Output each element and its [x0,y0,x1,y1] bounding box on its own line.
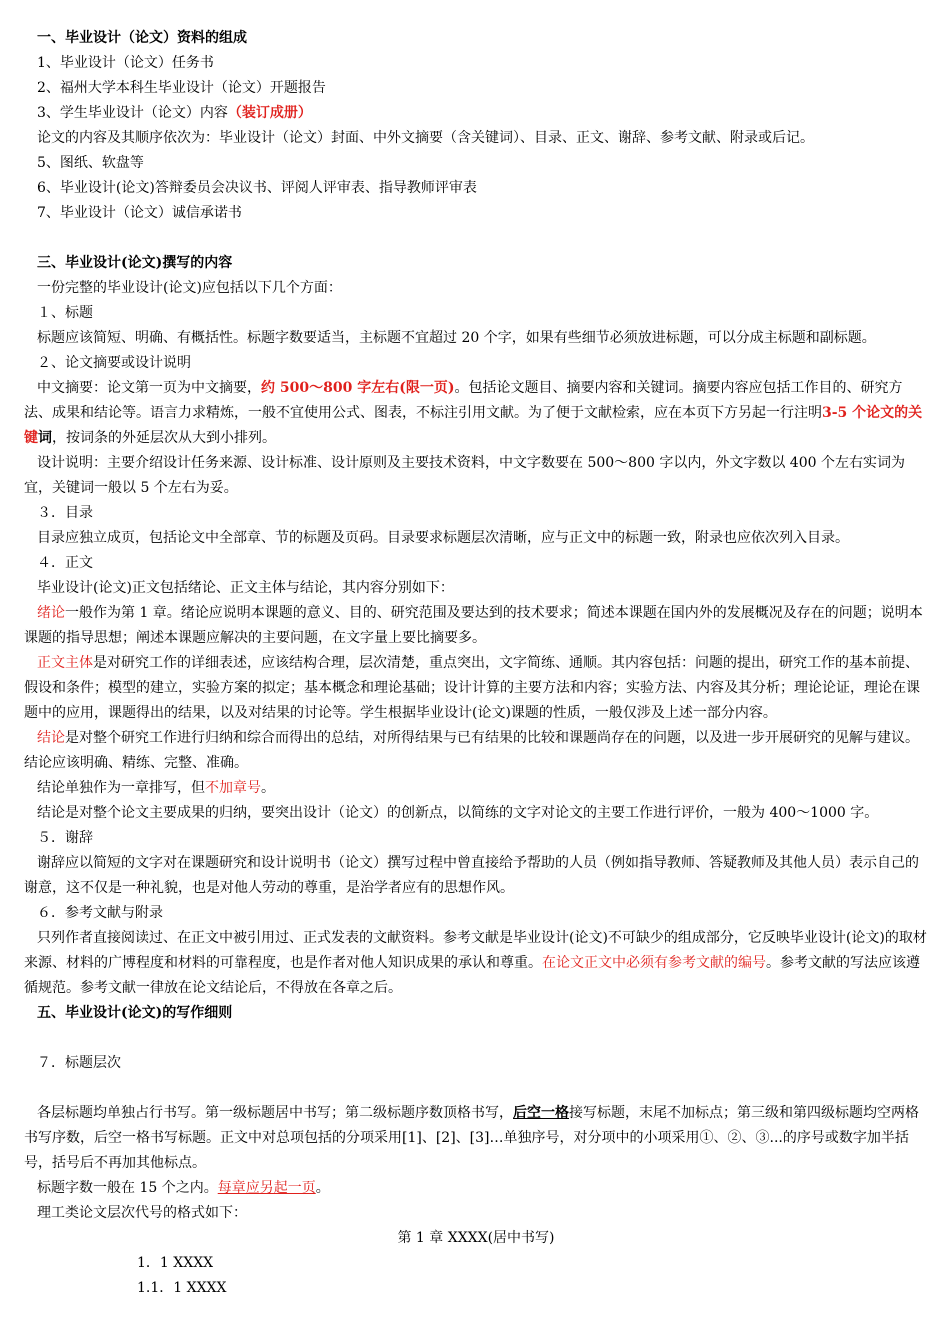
text-span: 。参考文献的写法应该遵循规范。参考文献一律放在论文结论后，不得放在各章之后。 [24,955,920,996]
subheading-title-levels: ７．标题层次 [37,1055,121,1071]
subheading-toc: ３．目录 [37,505,93,521]
paragraph-abstract [24,376,928,451]
paragraph-references [24,926,928,1001]
paragraph-design: 设计说明：主要介绍设计任务来源、设计标准、设计原则及主要技术资料，中文字数要在 500～800 字以内，外文字数以 400 个左右实词为宜，关键词一般以 5 个左右为妥。 [24,455,905,496]
paragraph-title-length [24,1176,928,1201]
highlight-conclusion: 结论 [37,730,65,746]
text-span: 接写标题，末尾不加标点；第三级和第四级标题均空两格书写序数，后空一格书写标题。正文中对总项包括的分项采用[1]、[2]、[3]…单独序号，对分项中的小项采用①、②、③...的序号或数字加半括号，括号后不再加其他标点。 [24,1105,919,1171]
paragraph-acknowledgement: 谢辞应以简短的文字对在课题研究和设计说明书（论文）撰写过程中曾直接给予帮助的人员（例如指导教师、答疑教师及其他人员）表示自己的谢意，这不仅是一种礼貌，也是对他人劳动的尊重，是治学者应有的思想作风。 [24,855,919,896]
list-item: 6、毕业设计(论文)答辩委员会决议书、评阅人评审表、指导教师评审表 [37,180,477,196]
content-order-text: 论文的内容及其顺序依次为：毕业设计（论文）封面、中外文摘要（含关键词）、目录、正文、谢辞、参考文献、附录或后记。 [37,130,814,146]
subheading-title: １、标题 [37,305,93,321]
paragraph-title-levels [24,1101,928,1176]
highlight-new-page: 每章应另起一页 [217,1180,316,1196]
text-span: 标题字数一般在 15 个之内。 [37,1180,218,1196]
list-item: 1、毕业设计（论文）任务书 [37,55,214,71]
paragraph-conclusion [24,726,928,776]
paragraph-format-intro: 理工类论文层次代号的格式如下： [37,1205,247,1221]
subheading-abstract: ２、论文摘要或设计说明 [37,355,191,371]
highlight-no-chapter-number: 不加章号 [205,780,261,796]
subheading-references: ６．参考文献与附录 [37,905,163,921]
section-3-heading: 三、毕业设计(论文)撰写的内容 [37,255,233,271]
section-intro: 一份完整的毕业设计(论文)应包括以下几个方面： [37,280,342,296]
paragraph-main-body [24,651,928,726]
paragraph-introduction [24,601,928,651]
subheading-body: ４．正文 [37,555,93,571]
list-item: 2、福州大学本科生毕业设计（论文）开题报告 [37,80,326,96]
text-span: 结论单独作为一章排写，但 [37,780,205,796]
binding-note: （装订成册） [227,105,312,121]
list-item-text: 3、学生毕业设计（论文）内容 [37,105,228,121]
section-1-heading: 一、毕业设计（论文）资料的组成 [37,30,247,46]
highlight-introduction: 绪论 [37,605,65,621]
text-span: 。 [315,1180,330,1196]
text-span: 一般作为第 1 章。绪论应说明本课题的意义、目的、研究范围及要达到的技术要求；简述本课题在国内外的发展概况及存在的问题；说明本课题的指导思想；阐述本课题应解决的主要问题，在文字量上要比摘要多。 [24,605,923,646]
highlight-main-body: 正文主体 [37,655,93,671]
emphasis-one-space: 后空一格 [513,1105,569,1121]
highlight-keywords: 3-5 个论文的关键 [24,405,923,446]
paragraph-toc: 目录应独立成页，包括论文中全部章、节的标题及页码。目录要求标题层次清晰，应与正文中的标题一致，附录也应依次列入目录。 [37,530,849,546]
paragraph-conclusion-3: 结论是对整个论文主要成果的归纳，要突出设计（论文）的创新点，以简练的文字对论文的主要工作进行评价，一般为 400～1000 字。 [37,805,879,821]
example-chapter-heading: 第 1 章 XXXX(居中书写) [397,1230,555,1246]
example-level-2: 1．1 XXXX [137,1255,214,1271]
list-item [24,101,928,126]
paragraph-title: 标题应该简短、明确、有概括性。标题字数要适当，主标题不宜超过 20 个字，如果有些细节必须放进标题，可以分成主标题和副标题。 [37,330,876,346]
text-span: 只列作者直接阅读过、在正文中被引用过、正式发表的文献资料。参考文献是毕业设计(论文)不可缺少的组成部分，它反映毕业设计(论文)的取材来源、材料的广博程度和材料的可靠程度，也是作者对他人知识成果的承认和尊重。 [24,930,927,971]
list-item: 5、图纸、软盘等 [37,155,144,171]
text-span: 是对研究工作的详细表述，应该结构合理，层次清楚，重点突出，文字简练、通顺。其内容包括：问题的提出，研究工作的基本前提、假设和条件；模型的建立，实验方案的拟定；基本概念和理论基础；设计计算的主要方法和内容；实验方法、内容及其分析；理论论证，理论在课题中的应用，课题得出的结果，以及对结果的讨论等。学生根据毕业设计(论文)课题的性质，一般仅涉及上述一部分内容。 [24,655,920,721]
list-item: 7、毕业设计（论文）诚信承诺书 [37,205,242,221]
text-span: 是对整个研究工作进行归纳和综合而得出的总结，对所得结果与已有结果的比较和课题尚存在的问题，以及进一步开展研究的见解与建议。结论应该明确、精练、完整、准确。 [24,730,919,771]
section-5-heading: 五、毕业设计(论文)的写作细则 [37,1005,233,1021]
highlight-reference-numbers: 在论文正文中必须有参考文献的编号 [542,955,766,971]
text-span: 中文摘要：论文第一页为中文摘要， [37,380,261,396]
text-span: 各层标题均单独占行书写。第一级标题居中书写；第二级标题序数顶格书写， [37,1105,513,1121]
paragraph-conclusion-2 [24,776,928,801]
text-span: 。 [261,780,275,796]
example-level-3: 1.1．1 XXXX [137,1280,227,1296]
paragraph-body-intro: 毕业设计(论文)正文包括绪论、正文主体与结论，其内容分别如下： [37,580,454,596]
document-page [24,26,928,1301]
subheading-acknowledgement: ５．谢辞 [37,830,93,846]
text-span: ，按词条的外延层次从大到小排列。 [52,430,276,446]
text-span: 。包括论文题目、摘要内容和关键词。摘要内容应包括工作目的、研究方法、成果和结论等。语言力求精炼，一般不宜使用公式、图表，不标注引用文献。为了便于文献检索，应在本页下方另起一行注明 [24,380,903,421]
highlight-word-limit: 约 500～800 字左右(限一页) [261,380,455,396]
bold-text: 词 [38,430,52,446]
